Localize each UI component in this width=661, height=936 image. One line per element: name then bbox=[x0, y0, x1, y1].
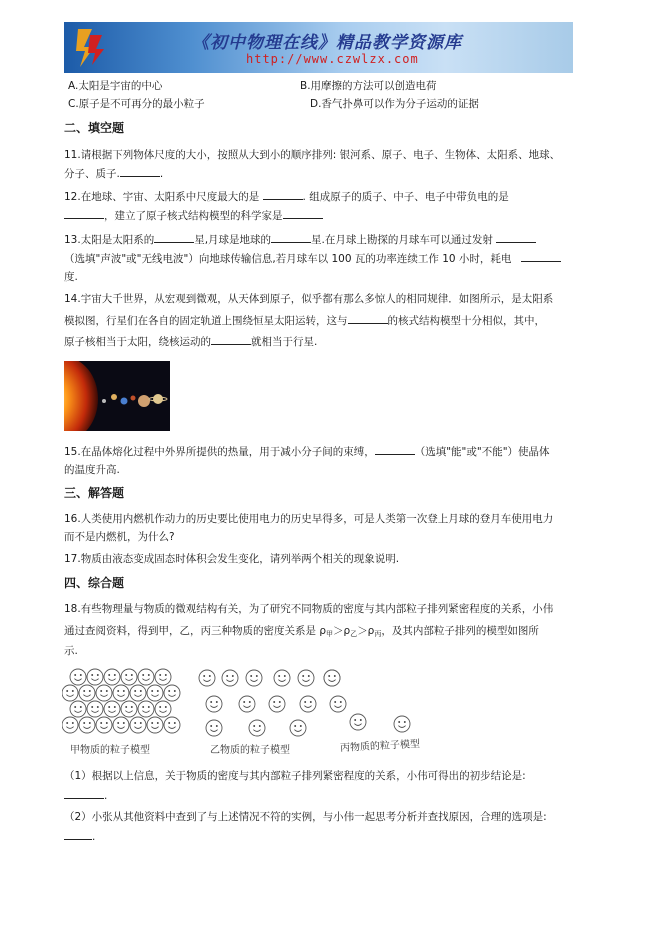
particle-smiley-icon bbox=[96, 685, 112, 701]
particle-smiley-icon bbox=[121, 701, 137, 717]
q18-sub1-line1: （1）根据以上信息，关于物质的密度与其内部粒子排列紧密程度的关系，小伟可得出的初步结论是: bbox=[64, 770, 526, 782]
particle-smiley-icon bbox=[394, 716, 410, 732]
q18-sub2-line2: . bbox=[64, 829, 95, 844]
particle-smiley-icon bbox=[87, 701, 103, 717]
particle-smiley-icon bbox=[206, 696, 222, 712]
particle-smiley-icon bbox=[104, 701, 120, 717]
q11-line2: 分子、质子. . bbox=[64, 168, 164, 180]
model-label-yi: 乙物质的粒子模型 bbox=[210, 745, 290, 756]
banner-url: http://www.czwlzx.com bbox=[246, 52, 419, 66]
q14-line1: 14.宇宙大千世界，从宏观到微观，从天体到原子，似乎都有那么多惊人的相同规律．如图所示，是太阳系 bbox=[64, 293, 554, 305]
particle-smiley-icon bbox=[113, 717, 129, 733]
banner-title: 《初中物理在线》精品教学资源库 bbox=[192, 33, 462, 53]
particle-smiley-icon bbox=[121, 669, 137, 685]
q15-blank[interactable] bbox=[375, 444, 415, 455]
q13-line2: （选填"声波"或"无线电波"）向地球传输信息,若月球车以 100 瓦的功率连续工作 10 小时，耗电 bbox=[64, 251, 561, 266]
q14-line2: 模拟图，行星们在各自的固定轨道上围绕恒星太阳运转，这与 的核式结构模型十分相似，其中， bbox=[64, 315, 545, 327]
q14-line3: 原子核相当于太阳，绕核运动的 就相当于行星. bbox=[64, 336, 318, 348]
particle-smiley-icon bbox=[62, 685, 78, 701]
q12-blank-1[interactable] bbox=[263, 189, 303, 200]
particle-smiley-icon bbox=[138, 669, 154, 685]
particle-smiley-icon bbox=[290, 720, 306, 736]
q11-blank[interactable] bbox=[120, 166, 160, 177]
q18-blank-2[interactable] bbox=[64, 829, 92, 840]
q17-line1: 17.物质由液态变成固态时体积会发生变化，请列举两个相关的现象说明. bbox=[64, 553, 400, 565]
q13-line1: 13.太阳是太阳系的 星,月球是地球的 星.在月球上勘探的月球车可以通过发射 bbox=[64, 232, 536, 247]
solar-system-image bbox=[64, 361, 170, 431]
particle-smiley-icon bbox=[130, 685, 146, 701]
particle-smiley-icon bbox=[147, 685, 163, 701]
particle-smiley-icon bbox=[164, 717, 180, 733]
q16-line2: 而不是内燃机，为什么? bbox=[64, 531, 175, 543]
option-a: A.太阳是宇宙的中心 bbox=[68, 80, 163, 92]
q18-line1: 18.有些物理量与物质的微观结构有关，为了研究不同物质的密度与其内部粒子排列紧密程度的关系，小伟 bbox=[64, 603, 554, 615]
particle-smiley-icon bbox=[246, 670, 262, 686]
particle-smiley-icon bbox=[330, 696, 346, 712]
q11-line1: 11.请根据下列物体尺度的大小，按照从大到小的顺序排列: 银河系、原子、电子、生物体、太阳系、地球、 bbox=[64, 149, 561, 161]
model-label-jia: 甲物质的粒子模型 bbox=[70, 745, 150, 756]
q13-line3: 度. bbox=[64, 271, 78, 283]
particle-models-figure bbox=[62, 664, 448, 758]
header-banner bbox=[64, 22, 573, 73]
q15-line1: 15.在晶体熔化过程中外界所提供的热量，用于减小分子间的束缚， （选填"能"或"不能"）使晶体 bbox=[64, 446, 550, 458]
particle-smiley-icon bbox=[164, 685, 180, 701]
model-label-bing: 丙物质的粒子模型 bbox=[339, 738, 421, 755]
q15-line2: 的温度升高. bbox=[64, 464, 120, 476]
particle-smiley-icon bbox=[147, 717, 163, 733]
particle-smiley-icon bbox=[350, 714, 366, 730]
particle-smiley-icon bbox=[300, 696, 316, 712]
q13-blank-3[interactable] bbox=[496, 232, 536, 243]
q12-line2: ，建立了原子核式结构模型的科学家是 bbox=[64, 208, 323, 223]
particle-smiley-icon bbox=[79, 717, 95, 733]
section-heading-comprehensive: 四、综合题 bbox=[64, 576, 125, 590]
particle-smiley-icon bbox=[249, 720, 265, 736]
particle-smiley-icon bbox=[104, 669, 120, 685]
option-c: C.原子是不可再分的最小粒子 bbox=[68, 98, 205, 110]
particle-smiley-icon bbox=[96, 717, 112, 733]
particle-smiley-icon bbox=[70, 669, 86, 685]
q12-line1: 12.在地球、宇宙、太阳系中尺度最大的是 . 组成原子的质子、中子、电子中带负电的是 bbox=[64, 191, 509, 203]
section-heading-fill: 二、填空题 bbox=[64, 121, 125, 135]
q16-line1: 16.人类使用内燃机作动力的历史要比使用电力的历史早得多，可是人类第一次登上月球的登月车使用电力 bbox=[64, 513, 554, 525]
q13-blank-2[interactable] bbox=[271, 232, 311, 243]
option-b: B.用摩擦的方法可以创造电荷 bbox=[300, 80, 437, 92]
particle-smiley-icon bbox=[62, 717, 78, 733]
particle-smiley-icon bbox=[269, 696, 285, 712]
site-logo-icon bbox=[70, 25, 110, 69]
q18-sub1-line2: . bbox=[64, 788, 107, 803]
model-jia-particles bbox=[62, 669, 180, 733]
particle-smiley-icon bbox=[113, 685, 129, 701]
particle-smiley-icon bbox=[206, 720, 222, 736]
q14-blank-1[interactable] bbox=[348, 313, 388, 324]
q18-line3: 示. bbox=[64, 645, 78, 657]
particle-smiley-icon bbox=[324, 670, 340, 686]
section-heading-answer: 三、解答题 bbox=[64, 486, 125, 500]
particle-smiley-icon bbox=[274, 670, 290, 686]
particle-smiley-icon bbox=[199, 670, 215, 686]
q13-blank-4[interactable] bbox=[521, 251, 561, 262]
particle-smiley-icon bbox=[79, 685, 95, 701]
particle-smiley-icon bbox=[222, 670, 238, 686]
particle-smiley-icon bbox=[138, 701, 154, 717]
q18-line2: 通过查阅资料，得到甲，乙，丙三种物质的密度关系是 $\rho_甲>\rho_乙>\rho_丙$，及其内部粒子排列的模型如图所 bbox=[64, 625, 539, 638]
option-d: D.香气扑鼻可以作为分子运动的证据 bbox=[310, 98, 479, 110]
q12-blank-2[interactable] bbox=[64, 208, 104, 219]
particle-smiley-icon bbox=[155, 669, 171, 685]
q12-blank-3[interactable] bbox=[283, 208, 323, 219]
q18-blank-1[interactable] bbox=[64, 788, 104, 799]
particle-smiley-icon bbox=[130, 717, 146, 733]
q18-sub2-line1: （2）小张从其他资料中查到了与上述情况不符的实例，与小伟一起思考分析并查找原因，合理的选项是: bbox=[64, 811, 547, 823]
particle-smiley-icon bbox=[155, 701, 171, 717]
q14-blank-2[interactable] bbox=[211, 334, 251, 345]
particle-smiley-icon bbox=[70, 701, 86, 717]
particle-smiley-icon bbox=[87, 669, 103, 685]
particle-smiley-icon bbox=[239, 696, 255, 712]
q13-blank-1[interactable] bbox=[154, 232, 194, 243]
particle-smiley-icon bbox=[298, 670, 314, 686]
